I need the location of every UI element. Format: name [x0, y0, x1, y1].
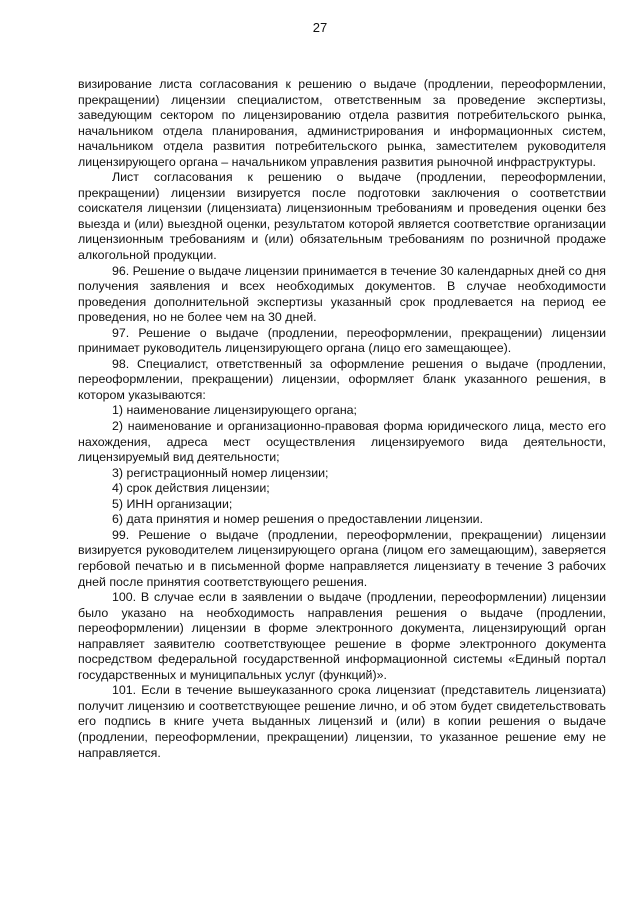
- paragraph-96: 96. Решение о выдаче лицензии принимается в течение 30 календарных дней со дня получения заявления и всех необходимых документов. В случае необходимости проведения дополнительной экспертизы указанный срок продлевается на период ее проведения, но не более чем на 30 дней.: [78, 263, 606, 325]
- paragraph-98: 98. Специалист, ответственный за оформление решения о выдаче (продлении, переоформлении, прекращении) лицензии, оформляет бланк указанного решения, в котором указываются:: [78, 356, 606, 402]
- list-item-5: 5) ИНН организации;: [112, 496, 233, 511]
- paragraph-100: 100. В случае если в заявлении о выдаче (продлении, переоформлении) лицензии было указано на необходимость направления решения о выдаче (продлении, переоформлении) лицензии в форме электронного документа, лицензирующий орган направляет заявителю соответствующее решение в форме электронного документа посредством федеральной государственной информационной системы «Единый портал государственных и муниципальных услуг (функций)».: [78, 590, 606, 682]
- list-item-1: 1) наименование лицензирующего органа;: [112, 403, 357, 418]
- document-body: [78, 77, 606, 761]
- paragraph-99: 99. Решение о выдаче (продлении, переоформлении, прекращении) лицензии визируется руководителем лицензирующего органа (лицом его замещающим), заверяется гербовой печатью и в письменной форме направляется лицензиату в течение 3 рабочих дней после принятия соответствующего решения.: [78, 527, 606, 589]
- paragraph-101: 101. Если в течение вышеуказанного срока лицензиат (представитель лицензиата) получит лицензию и соответствующее решение лично, и об этом будет свидетельствовать его подпись в книге учета выданных лицензий и (или) в копии решения о выдаче (продлении, переоформлении, прекращении) лицензии, то указанное решение ему не направляется.: [78, 683, 606, 760]
- list-item-6: 6) дата принятия и номер решения о предоставлении лицензии.: [112, 512, 484, 527]
- paragraph-97: 97. Решение о выдаче (продлении, переоформлении, прекращении) лицензии принимает руководитель лицензирующего органа (лицо его замещающее).: [78, 325, 606, 356]
- list-item-4: 4) срок действия лицензии;: [112, 481, 270, 496]
- paragraph-approval-sheet: Лист согласования к решению о выдаче (продлении, переоформлении, прекращении) лицензии визируется после подготовки заключения о соответствии соискателя лицензии (лицензиата) лицензионным требованиям и проведения оценки без выезда и (или) выездной оценки, результатом которой является соответствие организации лицензионным требованиям и (или) обязательным требованиям по розничной продаже алкогольной продукции.: [78, 170, 606, 263]
- paragraph-approval-sheet-continued: визирование листа согласования к решению о выдаче (продлении, переоформлении, прекращении) лицензии специалистом, ответственным за проведение экспертизы, заведующим сектором по лицензированию отдела развития потребительского рынка, начальником отдела планирования, администрирования и информационных систем, начальником отдела развития потребительского рынка, заместителем руководителя лицензирующего органа – начальником управления развития рыночной инфраструктуры.: [78, 77, 606, 169]
- list-item-3: 3) регистрационный номер лицензии;: [112, 465, 329, 480]
- list-item-2: 2) наименование и организационно-правовая форма юридического лица, место его нахождения, адреса мест осуществления лицензируемого вида деятельности, лицензируемый вид деятельности;: [78, 419, 606, 465]
- page-number: 27: [312, 20, 328, 35]
